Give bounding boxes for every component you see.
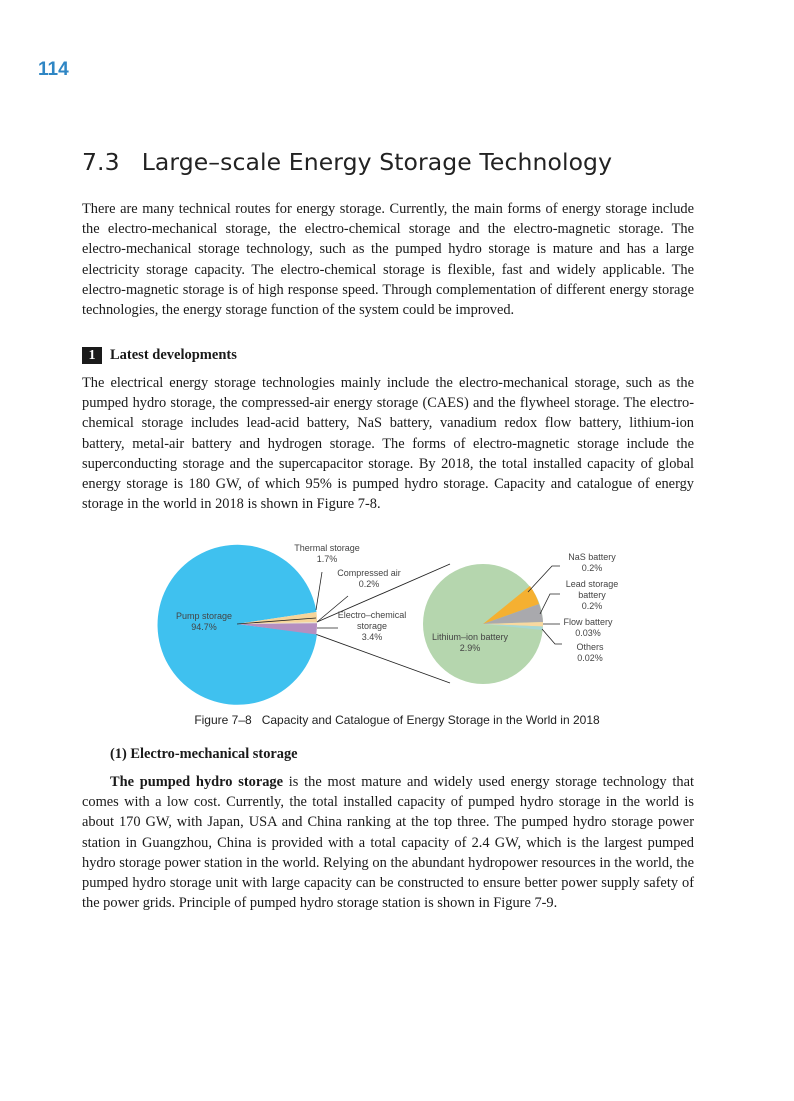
subsection-title: Latest developments — [110, 347, 237, 363]
value-lithium-ion: 2.9% — [459, 643, 481, 653]
value-nas-battery: 0.2% — [581, 563, 603, 573]
label-electro-chemical-2: storage — [356, 621, 388, 631]
developments-paragraph: The electrical energy storage technologies mainly include the electro-mechanical storage, such as the pumped hydro storage, the compressed-air energy storage (CAES) and the flywheel storage. The electro-chemical storage includes lead-acid battery, NaS battery, vanadium redox flow battery, lithium-ion battery, metal-air battery and hydrogen storage. The forms of electro-magnetic storage include the superconducting storage and the supercapacitor storage. By 2018, the total installed capacity of global energy storage is 180 GW, of which 95% is pumped hydro storage. Capacity and catalogue of energy storage in the world in 2018 is shown in Figure 7-8. — [82, 375, 694, 513]
label-nas-battery: NaS battery — [568, 552, 616, 562]
figure-caption-text: Capacity and Catalogue of Energy Storage in the World in 2018 — [261, 713, 600, 727]
label-lead-storage-2: battery — [578, 590, 606, 600]
breakdown-pie — [423, 564, 543, 684]
section-title — [82, 148, 612, 176]
value-electro-chemical: 3.4% — [361, 632, 383, 642]
pumped-hydro-text: is the most mature and widely used energy storage technology that comes with a low cost. Currently, the total installed capacity of pumped hydro storage in the world is about 170 GW, with Japan, USA and China ranking at the top three. The pumped hydro storage power station in Guangzhou, China is provided with a total capacity of 2.4 GW, which is the largest pumped hydro storage power station in the world. Relying on the abundant hydropower resources in the world, the pumped hydro storage unit with large capacity can be constructed to ensure better power supply safety of the power grids. Principle of pumped hydro storage station is shown in Figure 7-9. — [82, 774, 694, 912]
subsubsection-title: (1) Electro-mechanical storage — [110, 746, 298, 762]
intro-paragraph: There are many technical routes for energy storage. Currently, the main forms of energy storage include the electro-mechanical storage, the electro-chemical storage and the electro-magnetic storage. The electro-mechanical storage technology, such as the pumped hydro storage is mature and has a large electricity storage capacity. The electro-chemical storage is flexible, fast and widely applicable. The electro-magnetic storage is of high response speed. Through complementation of different energy storage technologies, the energy storage function of the system could be improved. — [82, 201, 694, 319]
label-compressed-air: Compressed air — [337, 568, 401, 578]
value-others: 0.02% — [577, 653, 603, 663]
pie-chart-figure — [150, 536, 630, 711]
section-title-text: Large–scale Energy Storage Technology — [141, 148, 613, 176]
subsection-heading — [82, 347, 237, 364]
main-pie — [158, 545, 317, 705]
label-lithium-ion: Lithium–ion battery — [431, 632, 509, 642]
subsection-number-badge: 1 — [82, 347, 102, 364]
label-thermal-storage: Thermal storage — [294, 543, 360, 553]
pie-chart — [150, 536, 630, 711]
label-electro-chemical-1: Electro–chemical — [337, 610, 407, 620]
pumped-hydro-lead: The pumped hydro storage — [110, 774, 283, 790]
value-lead-storage: 0.2% — [581, 601, 603, 611]
label-others: Others — [576, 642, 604, 652]
figure-caption — [0, 713, 794, 727]
value-flow-battery: 0.03% — [575, 628, 601, 638]
label-pump-storage: Pump storage — [175, 611, 233, 621]
page-number: 114 — [38, 59, 69, 80]
pumped-hydro-paragraph — [82, 772, 694, 913]
value-pump-storage: 94.7% — [191, 622, 217, 632]
label-lead-storage-1: Lead storage — [565, 579, 619, 589]
label-flow-battery: Flow battery — [563, 617, 613, 627]
figure-label: Figure 7–8 — [194, 713, 252, 727]
value-compressed-air: 0.2% — [358, 579, 380, 589]
value-thermal-storage: 1.7% — [316, 554, 338, 564]
section-number: 7.3 — [82, 148, 120, 176]
